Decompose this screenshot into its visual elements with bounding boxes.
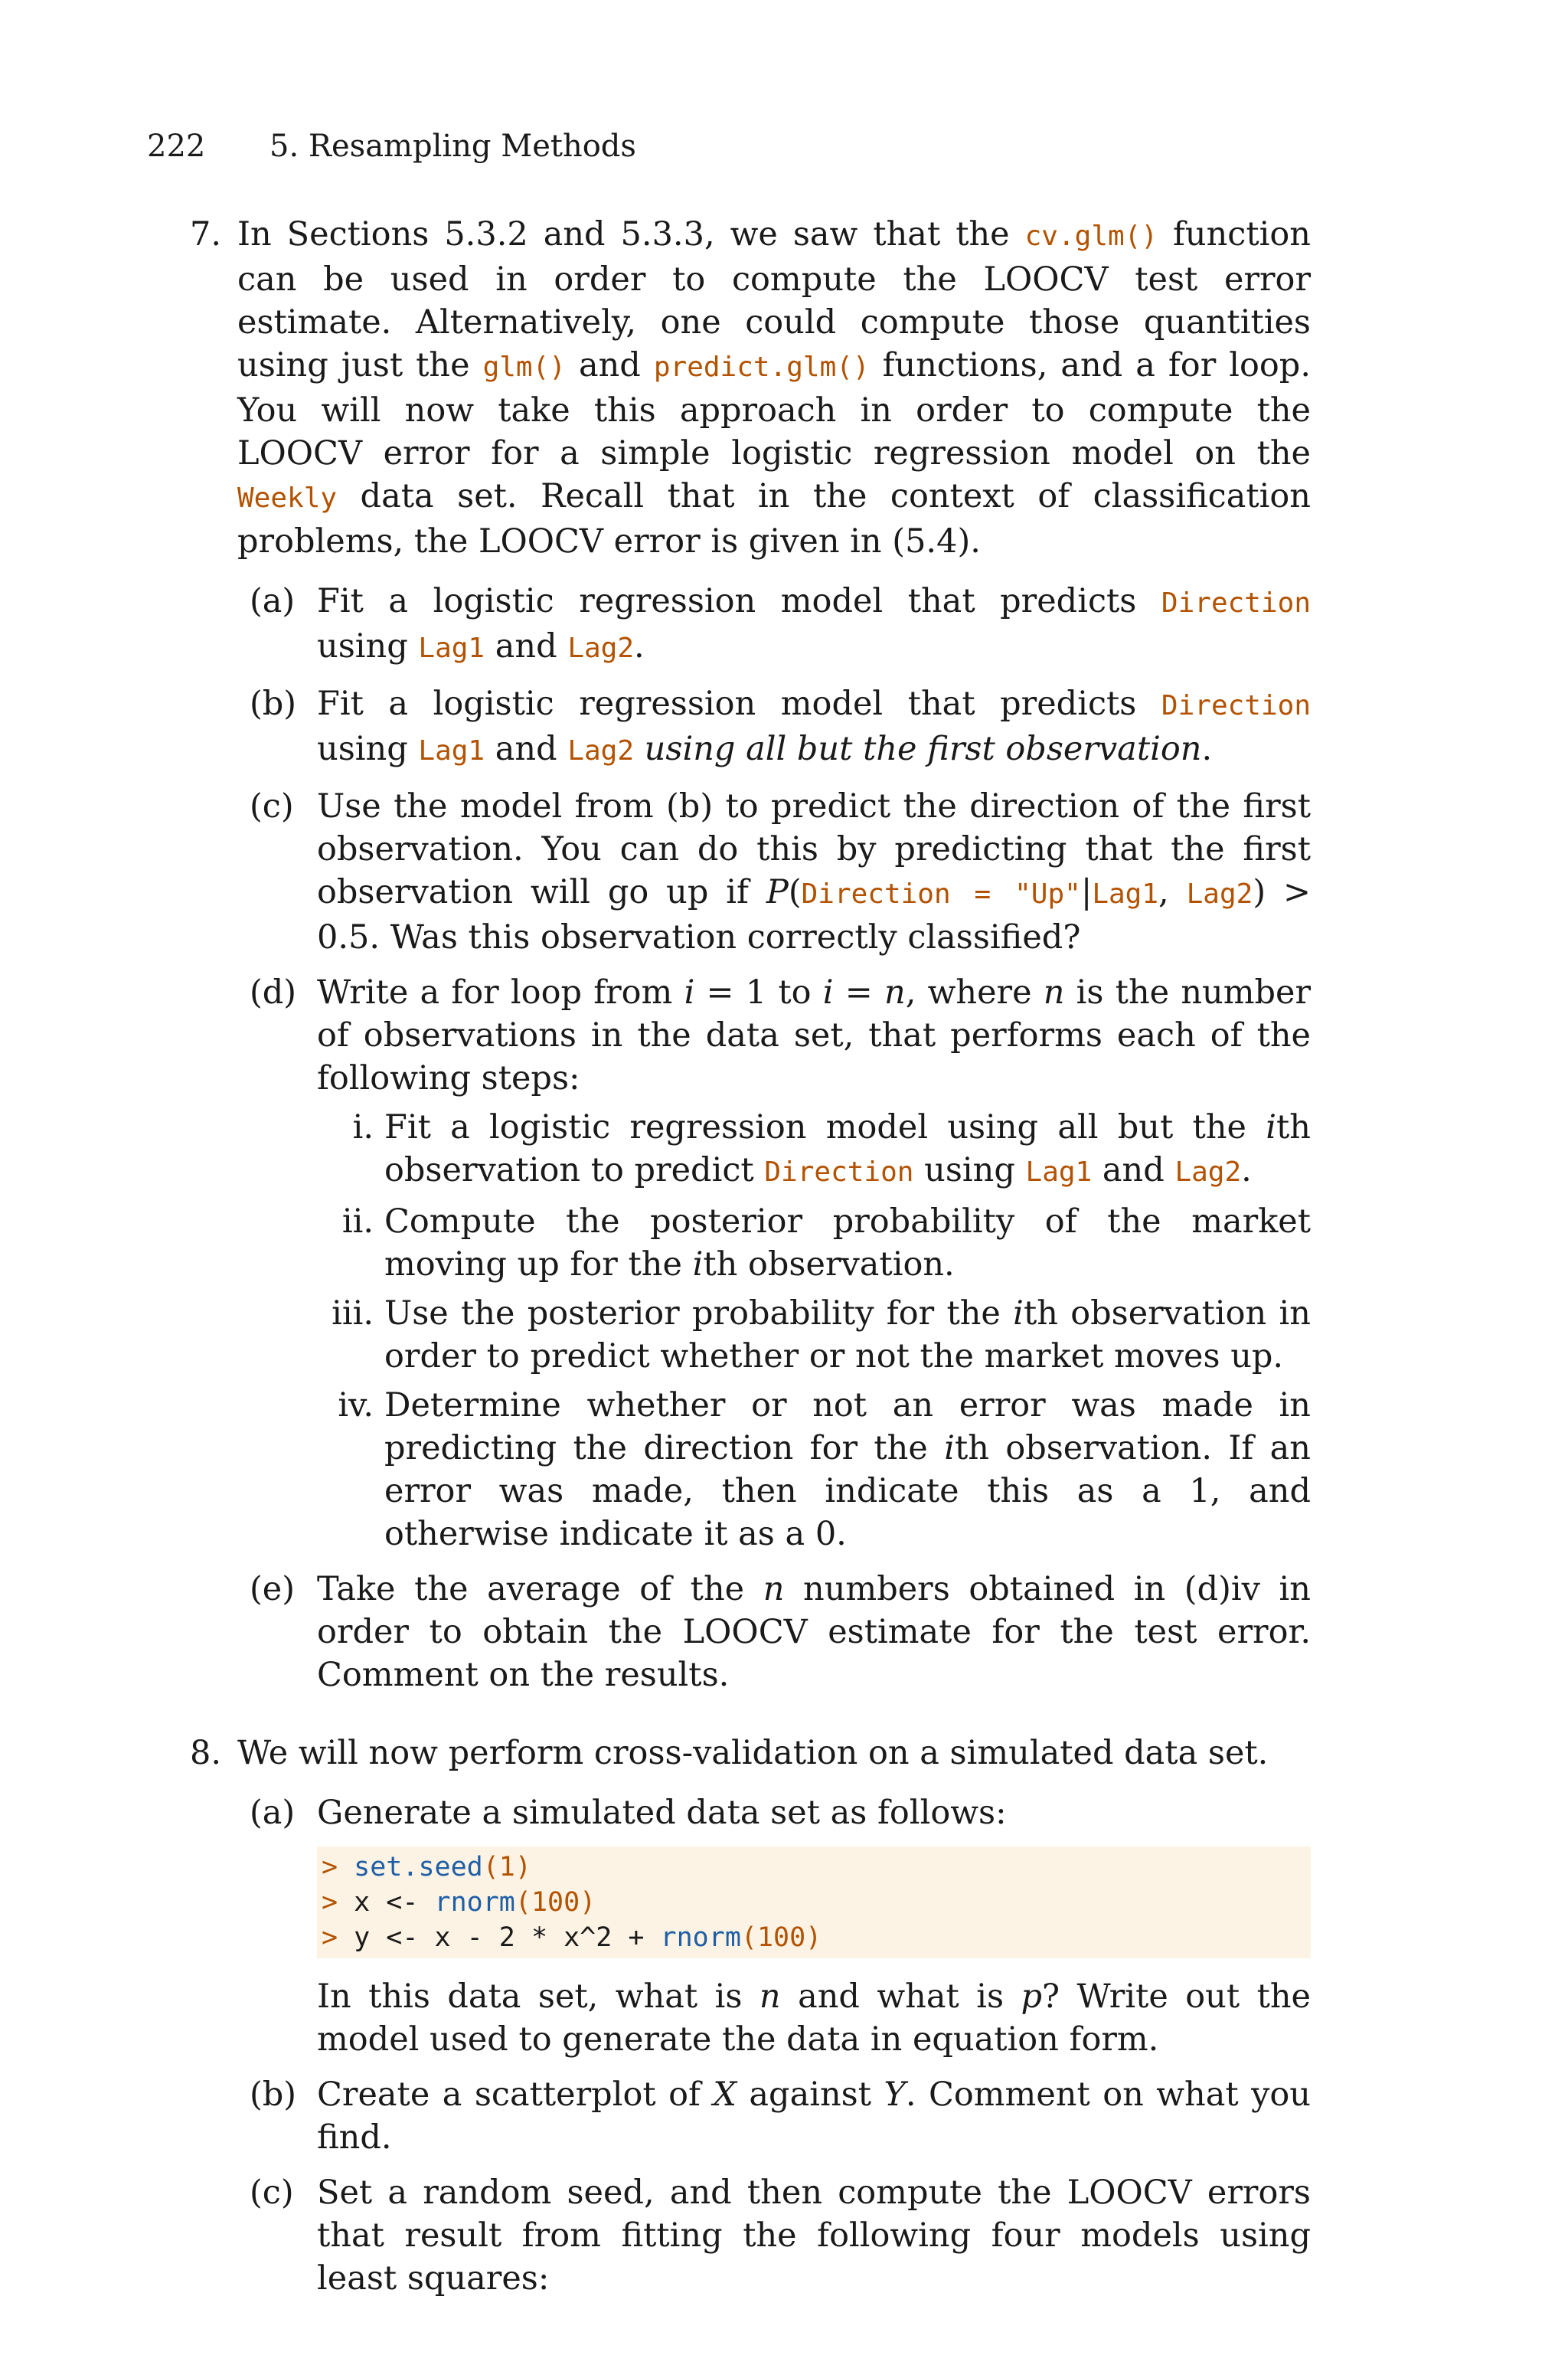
text: Set a random seed, and then compute the LOOCV errors that result from fitting the following four models using least squares: bbox=[317, 2174, 1311, 2298]
text: ( bbox=[788, 873, 802, 911]
code-inline: Direction bbox=[1161, 690, 1311, 721]
code-inline: cv.glm() bbox=[1024, 221, 1158, 252]
chapter-title: 5. Resampling Methods bbox=[270, 129, 636, 164]
text: Determine whether or not an error was made in predicting the direction for the bbox=[384, 1386, 1311, 1467]
math-var: p bbox=[1021, 1977, 1043, 2016]
exercise-8 bbox=[190, 1732, 1311, 2300]
sub-steps bbox=[317, 1106, 1311, 1555]
math-var: n bbox=[763, 1570, 785, 1608]
text: function can be used in order to compute the LOOCV test error estimate. Alternatively, one could compute those quantities using just the bbox=[237, 215, 1311, 384]
text: Generate a simulated data set as follows: bbox=[317, 1794, 1007, 1832]
text: and bbox=[485, 627, 568, 666]
step-iii bbox=[317, 1292, 1311, 1378]
code-inline: predict.glm() bbox=[653, 352, 870, 383]
code-function: set.seed bbox=[354, 1852, 483, 1882]
exercise-parts bbox=[237, 1791, 1311, 2300]
math-var: i bbox=[684, 973, 695, 1012]
step-label: i. bbox=[352, 1108, 374, 1146]
step-label: ii. bbox=[341, 1202, 374, 1241]
math-var: i bbox=[822, 973, 834, 1012]
math-var: n bbox=[1043, 973, 1065, 1012]
text: Compute the posterior probability of the market moving up for the bbox=[384, 1202, 1311, 1284]
text: Fit a logistic regression model that predicts bbox=[317, 582, 1161, 620]
text: is the number of observations in the data set, that performs each of the following steps: bbox=[317, 973, 1312, 1097]
running-header bbox=[147, 129, 636, 164]
code-inline: Lag2 bbox=[567, 633, 635, 664]
math-var: Y bbox=[884, 2075, 906, 2114]
code-text: x <- bbox=[354, 1887, 435, 1918]
part-label: (a) bbox=[250, 1794, 296, 1832]
code-inline: Direction bbox=[1161, 587, 1311, 619]
part-d bbox=[237, 971, 1311, 1555]
text: . bbox=[1201, 730, 1213, 768]
text: Create a scatterplot of bbox=[317, 2075, 714, 2114]
text: Fit a logistic regression model using all but the bbox=[384, 1108, 1266, 1146]
code-inline: Lag2 bbox=[1174, 1156, 1242, 1188]
code-inline: Weekly bbox=[237, 482, 338, 514]
code-inline: Lag2 bbox=[1186, 878, 1253, 910]
code-inline: glm() bbox=[482, 352, 566, 383]
part-b bbox=[237, 2073, 1311, 2159]
part-a bbox=[237, 580, 1311, 670]
text: Write a for loop from bbox=[317, 973, 684, 1012]
step-label: iv. bbox=[338, 1386, 374, 1425]
emphasis-text: using all but the first observation bbox=[634, 730, 1202, 768]
text: . bbox=[1241, 1151, 1252, 1189]
part-text bbox=[317, 1975, 1311, 2061]
part-e bbox=[237, 1568, 1311, 1696]
text: data set. Recall that in the context of classification problems, the LOOCV error is given in (5.4). bbox=[237, 477, 1311, 561]
code-prompt: > bbox=[322, 1887, 354, 1918]
step-ii bbox=[317, 1200, 1311, 1286]
math-var: i bbox=[1266, 1108, 1277, 1146]
text: In this data set, what is bbox=[317, 1977, 760, 2016]
text: using bbox=[317, 730, 419, 768]
code-inline: Lag1 bbox=[418, 735, 485, 767]
part-label: (b) bbox=[250, 685, 297, 723]
math-var: n bbox=[759, 1977, 781, 2016]
text: . Comment on what you find. bbox=[317, 2075, 1311, 2157]
part-label: (d) bbox=[250, 973, 297, 1012]
text: . bbox=[634, 627, 645, 666]
step-i bbox=[317, 1106, 1311, 1194]
math-var: P bbox=[766, 873, 789, 911]
text: Take the average of the bbox=[317, 1570, 763, 1608]
text: and bbox=[1092, 1151, 1175, 1189]
text: th observation to predict bbox=[384, 1108, 1311, 1189]
exercise-number: 7. bbox=[190, 215, 222, 254]
code-inline: Lag1 bbox=[418, 633, 485, 664]
part-c bbox=[237, 2171, 1311, 2300]
text: and bbox=[485, 730, 568, 768]
part-b bbox=[237, 682, 1311, 773]
text: using bbox=[317, 627, 419, 666]
code-inline: Lag2 bbox=[567, 735, 635, 767]
text: functions, and a for loop. You will now take this approach in order to compute the LOOCV error for a simple logistic regression model on the bbox=[237, 346, 1311, 473]
text: | bbox=[1080, 873, 1093, 911]
part-label: (e) bbox=[250, 1570, 295, 1608]
code-function: rnorm bbox=[434, 1887, 515, 1918]
code-function: rnorm bbox=[660, 1922, 741, 1953]
code-args: (1) bbox=[482, 1852, 531, 1882]
exercise-number: 8. bbox=[190, 1734, 222, 1772]
text: Use the model from (b) to predict the direction of the first observation. You can do this by predicting that the first observation will go up if bbox=[317, 787, 1311, 911]
code-text: y <- x - 2 * x^2 + bbox=[354, 1922, 661, 1953]
code-inline: Lag1 bbox=[1092, 878, 1159, 910]
math-var: n bbox=[884, 973, 906, 1012]
text: Use the posterior probability for the bbox=[384, 1294, 1014, 1333]
code-block bbox=[317, 1846, 1311, 1958]
text: , where bbox=[905, 973, 1044, 1012]
part-label: (c) bbox=[250, 787, 294, 826]
page-number: 222 bbox=[147, 129, 206, 164]
text: ) > 0.5. Was this observation correctly classified? bbox=[317, 873, 1312, 957]
math-var: i bbox=[944, 1429, 955, 1467]
code-args: (100) bbox=[740, 1922, 822, 1953]
math-var: i bbox=[1013, 1294, 1024, 1333]
text: , bbox=[1158, 873, 1187, 911]
text: th observation. If an error was made, then indicate this as a 1, and otherwise indicate it as a 0. bbox=[384, 1429, 1311, 1553]
step-label: iii. bbox=[332, 1294, 374, 1333]
text: th observation. bbox=[703, 1245, 955, 1284]
exercise-intro bbox=[237, 213, 1311, 563]
part-label: (c) bbox=[250, 2174, 294, 2212]
text: Fit a logistic regression model that predicts bbox=[317, 685, 1161, 723]
part-c bbox=[237, 785, 1311, 959]
text: th observation in order to predict whether or not the market moves up. bbox=[384, 1294, 1311, 1375]
code-inline: Direction = "Up" bbox=[801, 878, 1081, 910]
part-a bbox=[237, 1791, 1311, 2061]
part-label: (b) bbox=[250, 2075, 297, 2114]
code-args: (100) bbox=[514, 1887, 596, 1918]
code-prompt: > bbox=[322, 1852, 354, 1882]
exercise-intro: We will now perform cross-validation on a simulated data set. bbox=[237, 1734, 1269, 1772]
code-inline: Direction bbox=[764, 1156, 914, 1188]
text: In Sections 5.3.2 and 5.3.3, we saw that the bbox=[237, 215, 1025, 254]
part-label: (a) bbox=[250, 582, 296, 620]
math-var: i bbox=[692, 1245, 704, 1284]
math-var: X bbox=[713, 2075, 737, 2114]
code-inline: Lag1 bbox=[1025, 1156, 1093, 1188]
exercise-parts bbox=[237, 580, 1311, 1696]
text: against bbox=[736, 2075, 884, 2114]
text: and bbox=[565, 346, 654, 384]
exercise-7 bbox=[190, 213, 1311, 1696]
text: = 1 to bbox=[694, 973, 823, 1012]
text: and what is bbox=[780, 1977, 1021, 2016]
text: numbers obtained in (d)iv in order to obtain the LOOCV estimate for the test error. Comment on the results. bbox=[317, 1570, 1311, 1694]
text: = bbox=[833, 973, 884, 1012]
code-prompt: > bbox=[322, 1922, 354, 1953]
page-body bbox=[190, 213, 1311, 2312]
text: using bbox=[913, 1151, 1026, 1189]
text: ? Write out the model used to generate the data in equation form. bbox=[317, 1977, 1311, 2059]
step-iv bbox=[317, 1384, 1311, 1555]
